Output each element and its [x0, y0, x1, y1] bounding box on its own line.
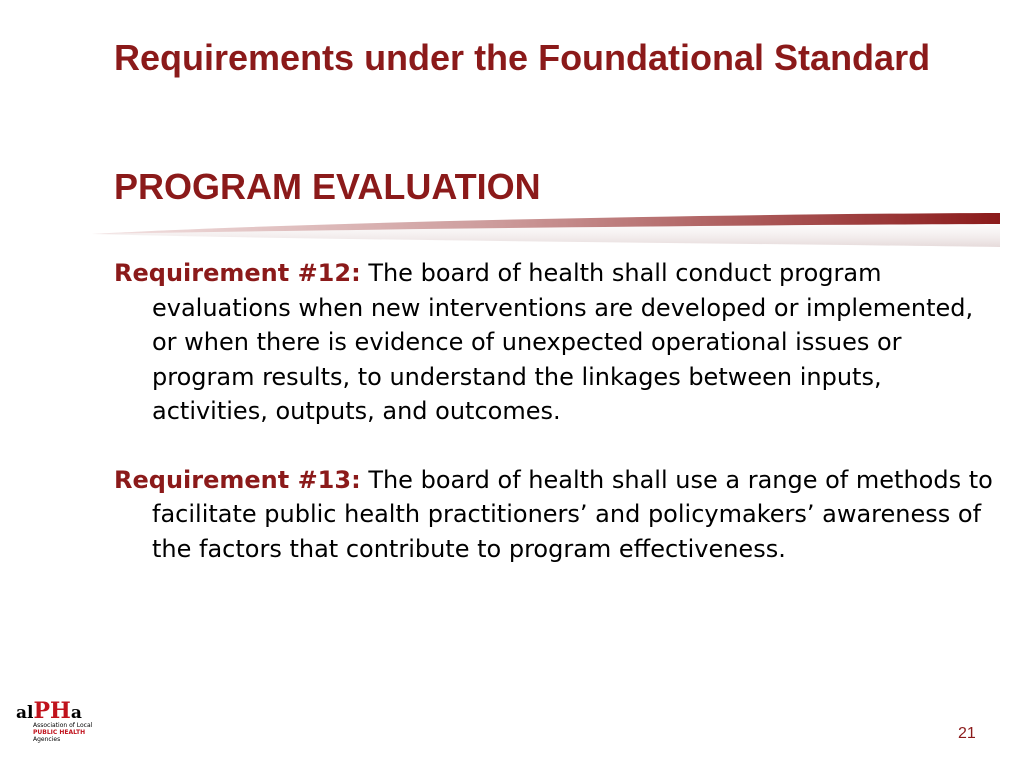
requirement-label: Requirement #12:: [114, 259, 361, 287]
requirement-text: The board of health shall use a range of methods to facilitate public health practitioners’ and policymakers’ awareness of the factors that contribute to program effectiveness.: [152, 465, 993, 563]
slide-title: Requirements under the Foundational Standard: [114, 37, 931, 78]
logo-suffix: a: [70, 703, 82, 723]
slide-subtitle: PROGRAM EVALUATION: [114, 166, 541, 207]
title-divider: [92, 210, 1000, 250]
requirement-12: [114, 256, 1000, 429]
requirement-label: Requirement #13:: [114, 465, 361, 494]
logo-line-1: Association of Local: [33, 722, 93, 729]
logo-caption: [33, 722, 92, 743]
requirement-13: [114, 463, 1000, 567]
logo-line-2: PUBLIC HEALTH: [33, 729, 86, 736]
requirement-text: The board of health shall conduct program evaluations when new interventions are developed or implemented, or when there is evidence of unexpected operational issues or program results, to understand the linkages between inputs, activities, outputs, and outcomes.: [152, 259, 974, 425]
logo-line-3: Agencies: [33, 736, 61, 743]
logo-prefix: al: [16, 703, 34, 723]
requirements-body: [114, 256, 1000, 566]
logo-highlight: PH: [33, 698, 71, 724]
page-number: 21: [958, 725, 976, 742]
alpha-logo: [16, 700, 126, 750]
logo-wordmark: [16, 700, 82, 724]
